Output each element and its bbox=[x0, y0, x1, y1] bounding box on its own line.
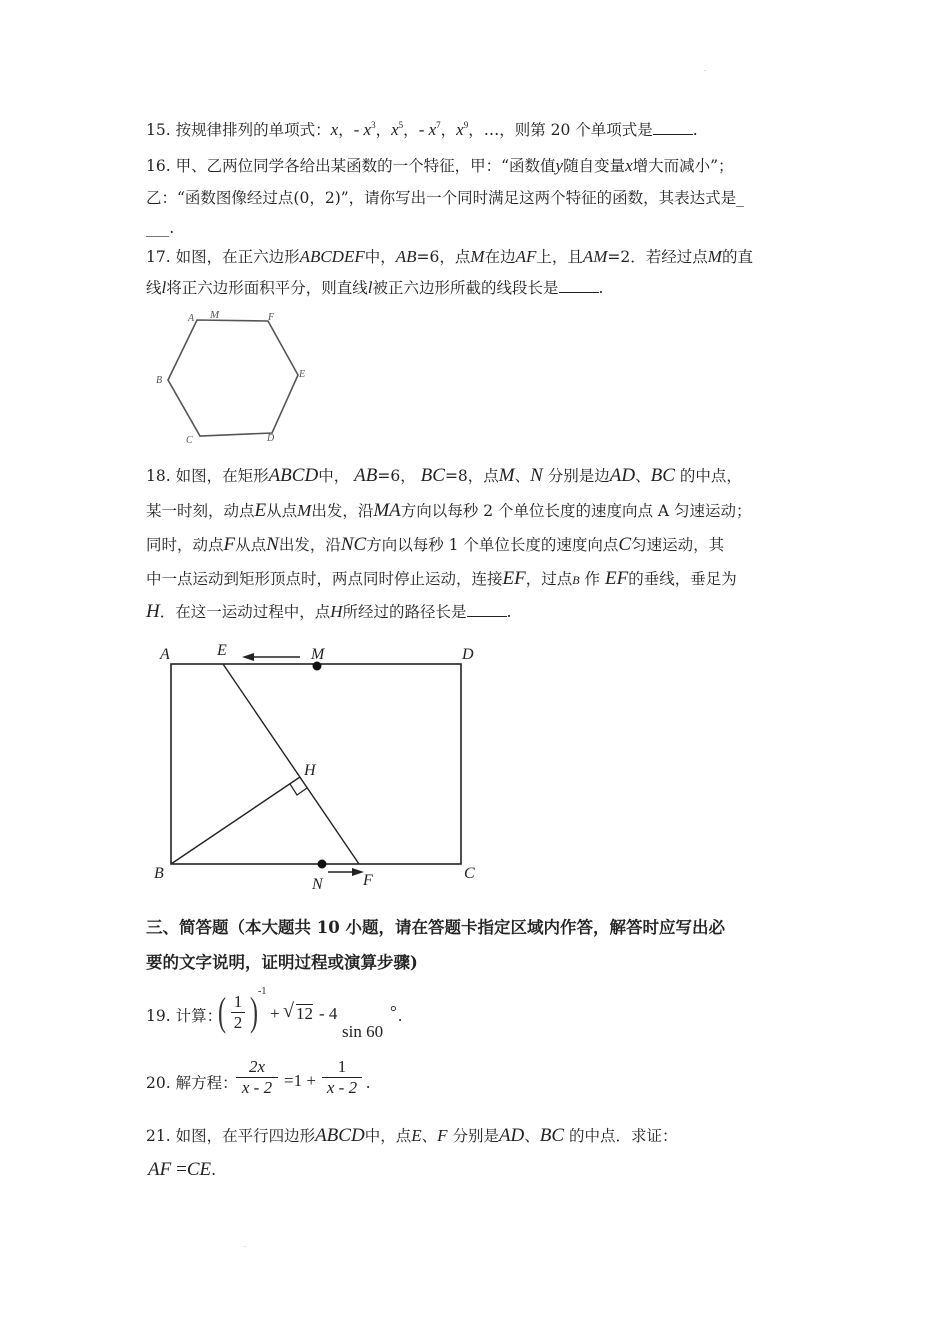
q18-text: 某一时刻，动点 bbox=[146, 502, 255, 520]
q15-end: . bbox=[692, 121, 698, 139]
answer-blank bbox=[559, 278, 599, 293]
q17-l: l bbox=[161, 278, 167, 297]
q21-ad: AD bbox=[498, 1125, 525, 1146]
q20-rhs-num: 1 bbox=[322, 1057, 362, 1078]
q18-text: ．在这一运动过程中，点 bbox=[159, 603, 331, 621]
q18-n: N bbox=[530, 465, 543, 486]
q18-text: 中一点运动到矩形顶点时，两点同时停止运动，连接 bbox=[146, 570, 503, 588]
q18-text: 方向以每秒 1 个单位长度的速度向点 bbox=[366, 536, 619, 554]
q19-minus: - 4 bbox=[319, 1004, 338, 1023]
hex-label-f: F bbox=[268, 312, 275, 323]
q15-term3-exp: 5 bbox=[398, 120, 404, 130]
q16-text: 16. 甲、乙两位同学各给出某函数的一个特征，甲：“函数值 bbox=[146, 157, 556, 175]
q18-f: F bbox=[223, 534, 236, 555]
q16-var-y: y bbox=[555, 156, 564, 175]
question-20-label: 20. 解方程： bbox=[146, 1074, 238, 1092]
answer-blank bbox=[653, 120, 693, 135]
q15-sep: ， bbox=[403, 121, 419, 139]
q19-frac-num: 1 bbox=[231, 992, 245, 1013]
q18-text: . bbox=[506, 603, 512, 621]
q18-text: 中， bbox=[318, 467, 350, 485]
segment-ef bbox=[223, 664, 359, 864]
q20-lhs-fraction bbox=[236, 1057, 278, 1098]
q19-end: . bbox=[398, 1006, 403, 1025]
q21-text: 、 bbox=[524, 1127, 540, 1145]
q18-c: C bbox=[618, 534, 632, 555]
q20-equals: =1 + bbox=[284, 1071, 316, 1090]
q19-sqrt-value: 12 bbox=[296, 1004, 313, 1023]
q15-sep: ， bbox=[375, 121, 392, 139]
right-angle-mark bbox=[290, 784, 307, 795]
q18-text: 18. 如图，在矩形 bbox=[146, 467, 269, 485]
q15-term1: x bbox=[330, 120, 339, 139]
point-n bbox=[318, 860, 327, 869]
q18-abcd: ABCD bbox=[268, 465, 319, 486]
q17-text: =2．若经过点 bbox=[607, 248, 708, 266]
question-18-line1 bbox=[146, 466, 742, 486]
right-paren: ) bbox=[250, 989, 258, 1034]
q21-af: AF bbox=[148, 1159, 172, 1180]
q15-term5: x bbox=[456, 120, 464, 139]
q18-n: N bbox=[266, 534, 279, 555]
rect-label-e: E bbox=[217, 642, 227, 659]
q17-hexagon-name: ABCDEF bbox=[299, 247, 365, 266]
q20-end: . bbox=[366, 1073, 371, 1092]
rect-label-f: F bbox=[363, 872, 373, 889]
q17-ab: AB bbox=[395, 247, 417, 266]
hex-label-c: C bbox=[186, 435, 193, 446]
q17-text: 线 bbox=[146, 279, 162, 297]
question-17-line2 bbox=[146, 278, 603, 298]
q18-text: 的垂线，垂足为 bbox=[628, 570, 737, 588]
q17-text: 被正六边形所截的线段长是 bbox=[372, 279, 559, 297]
q18-ef: EF bbox=[502, 568, 526, 589]
q21-text: 中，点 bbox=[364, 1127, 412, 1145]
q18-h: H bbox=[146, 601, 160, 622]
question-18-line5 bbox=[146, 602, 511, 622]
q18-text: =8，点 bbox=[444, 467, 499, 485]
q18-b: B bbox=[572, 573, 580, 587]
q20-rhs-den: x - 2 bbox=[326, 1078, 358, 1097]
question-16-line2: 乙：“函数图像经过点(0，2)”，请你写出一个同时满足这两个特征的函数，其表达式是_ bbox=[146, 189, 744, 207]
q15-prefix: 15. 按规律排列的单项式： bbox=[146, 121, 331, 139]
q18-text: ，过点 bbox=[525, 570, 573, 588]
q18-nc: NC bbox=[340, 534, 367, 555]
q17-text: 17. 如图，在正六边形 bbox=[146, 248, 300, 266]
q15-term4-exp: 7 bbox=[436, 120, 441, 130]
q18-bc: BC bbox=[420, 465, 445, 486]
q15-term2: - x bbox=[353, 120, 372, 139]
q18-text: =6， bbox=[377, 467, 416, 485]
hex-label-m: M bbox=[210, 309, 220, 321]
section-3-heading-line1: 三、简答题（本大题共 10 小题，请在答题卡指定区域内作答，解答时应写出必 bbox=[146, 918, 725, 937]
q18-text: 分别是边 bbox=[547, 467, 610, 485]
q19-exponent: -1 bbox=[258, 986, 267, 997]
q17-text: 中， bbox=[364, 248, 396, 266]
question-16-line1 bbox=[146, 156, 734, 176]
q21-end: . bbox=[211, 1161, 217, 1179]
hex-label-a: A bbox=[188, 313, 195, 324]
q21-abcd: ABCD bbox=[315, 1125, 365, 1146]
q18-text: 、 bbox=[514, 467, 531, 485]
arrowhead-left bbox=[242, 653, 254, 661]
question-21-line1 bbox=[146, 1126, 678, 1146]
q18-m: M bbox=[498, 465, 515, 486]
left-paren: ( bbox=[218, 989, 226, 1034]
q17-text: . bbox=[598, 279, 604, 297]
rect-label-c: C bbox=[464, 865, 475, 882]
q18-ma: MA bbox=[373, 500, 401, 521]
q20-lhs-num: 2x bbox=[236, 1057, 278, 1078]
q17-text: =6，点 bbox=[416, 248, 471, 266]
q19-plus: + bbox=[270, 1004, 280, 1023]
question-18-line3 bbox=[146, 535, 724, 555]
question-18-line2 bbox=[146, 501, 752, 521]
q18-ef: EF bbox=[604, 568, 629, 589]
q21-e: E bbox=[411, 1126, 422, 1145]
hexagon-shape bbox=[168, 320, 298, 436]
q19-frac-den: 2 bbox=[233, 1013, 243, 1032]
question-15 bbox=[146, 120, 698, 142]
rect-label-m: M bbox=[311, 646, 325, 663]
q21-text: 、 bbox=[421, 1127, 438, 1145]
q18-bc: BC bbox=[650, 465, 675, 486]
scan-dot: · bbox=[704, 68, 706, 75]
q21-text: 分别是 bbox=[452, 1127, 499, 1145]
q15-term5-exp: 9 bbox=[463, 120, 469, 130]
question-16-line3: ___. bbox=[146, 219, 175, 237]
question-18-line4 bbox=[146, 569, 737, 590]
hex-label-e: E bbox=[299, 369, 306, 380]
q21-bc: BC bbox=[539, 1125, 565, 1146]
q21-f: F bbox=[437, 1126, 448, 1145]
q20-lhs-den: x - 2 bbox=[241, 1078, 273, 1097]
question-17-line1 bbox=[146, 247, 753, 267]
q16-var-x: x bbox=[625, 156, 633, 175]
q17-text: 在边 bbox=[484, 248, 516, 266]
q18-h: H bbox=[330, 602, 343, 621]
rect-label-a: A bbox=[160, 646, 170, 663]
rect-label-h: H bbox=[304, 762, 316, 779]
hex-label-b: B bbox=[156, 375, 163, 386]
q21-ce: CE bbox=[186, 1159, 212, 1180]
q18-m: M bbox=[297, 501, 312, 520]
q16-text: 增大而减小”； bbox=[632, 157, 734, 175]
q17-m: M bbox=[470, 247, 485, 266]
segment-bh bbox=[171, 777, 300, 864]
q17-text: 的直 bbox=[721, 248, 753, 266]
q18-text: 出发，沿 bbox=[311, 502, 374, 520]
q18-text: 作 bbox=[584, 570, 601, 588]
section-3-heading-line2: 要的文字说明，证明过程或演算步骤) bbox=[146, 953, 418, 972]
question-19-label: 19. 计算： bbox=[146, 1007, 223, 1025]
q17-am: AM bbox=[582, 247, 608, 266]
q18-ab: AB bbox=[354, 465, 378, 486]
q18-text: 所经过的路径长是 bbox=[342, 603, 467, 621]
q18-text: 同时，动点 bbox=[146, 536, 224, 554]
q15-term2-exp: 3 bbox=[371, 120, 376, 130]
rect-label-n: N bbox=[312, 876, 323, 893]
scan-dot: · bbox=[244, 1244, 246, 1251]
sqrt-sign: √ bbox=[283, 1000, 294, 1022]
q18-text: 从点 bbox=[235, 536, 267, 554]
q17-l: l bbox=[367, 278, 373, 297]
q19-degree: ° bbox=[390, 1002, 397, 1021]
q18-text: 出发，沿 bbox=[278, 536, 341, 554]
q15-suffix: ，…，则第 20 个单项式是 bbox=[468, 121, 653, 139]
q19-sin: sin 60 bbox=[342, 1022, 384, 1041]
q21-equals: = bbox=[176, 1159, 187, 1180]
hexagon-figure bbox=[140, 305, 320, 450]
q19-fraction bbox=[231, 992, 245, 1033]
q18-text: 方向以每秒 2 个单位长度的速度向点 A 匀速运动； bbox=[400, 502, 752, 520]
q18-text: 、 bbox=[635, 467, 651, 485]
q15-sep: ， bbox=[338, 121, 354, 139]
q17-text: 将正六边形面积平分，则直线 bbox=[166, 279, 368, 297]
q17-m: M bbox=[707, 247, 722, 266]
q18-text: 从点 bbox=[266, 502, 298, 520]
q18-e: E bbox=[254, 500, 267, 521]
q15-term3: x bbox=[391, 120, 399, 139]
rect-label-d: D bbox=[462, 646, 474, 663]
q15-term4: - x bbox=[418, 120, 437, 139]
answer-blank bbox=[467, 602, 507, 617]
q18-text: 匀速运动，其 bbox=[631, 536, 725, 554]
q16-text: 随自变量 bbox=[563, 157, 626, 175]
rectangle-figure bbox=[140, 635, 500, 895]
q21-text: 21. 如图，在平行四边形 bbox=[146, 1127, 316, 1145]
q17-text: 上，且 bbox=[536, 248, 583, 266]
q21-text: 的中点．求证： bbox=[569, 1127, 678, 1145]
q18-text: 的中点， bbox=[679, 467, 742, 485]
rect-label-b: B bbox=[154, 865, 164, 882]
q20-rhs-fraction bbox=[322, 1057, 362, 1098]
hex-label-d: D bbox=[267, 433, 275, 444]
q18-ad: AD bbox=[609, 465, 636, 486]
q15-sep: ， bbox=[440, 121, 457, 139]
q17-af: AF bbox=[515, 247, 537, 266]
question-21-line2 bbox=[148, 1160, 216, 1180]
